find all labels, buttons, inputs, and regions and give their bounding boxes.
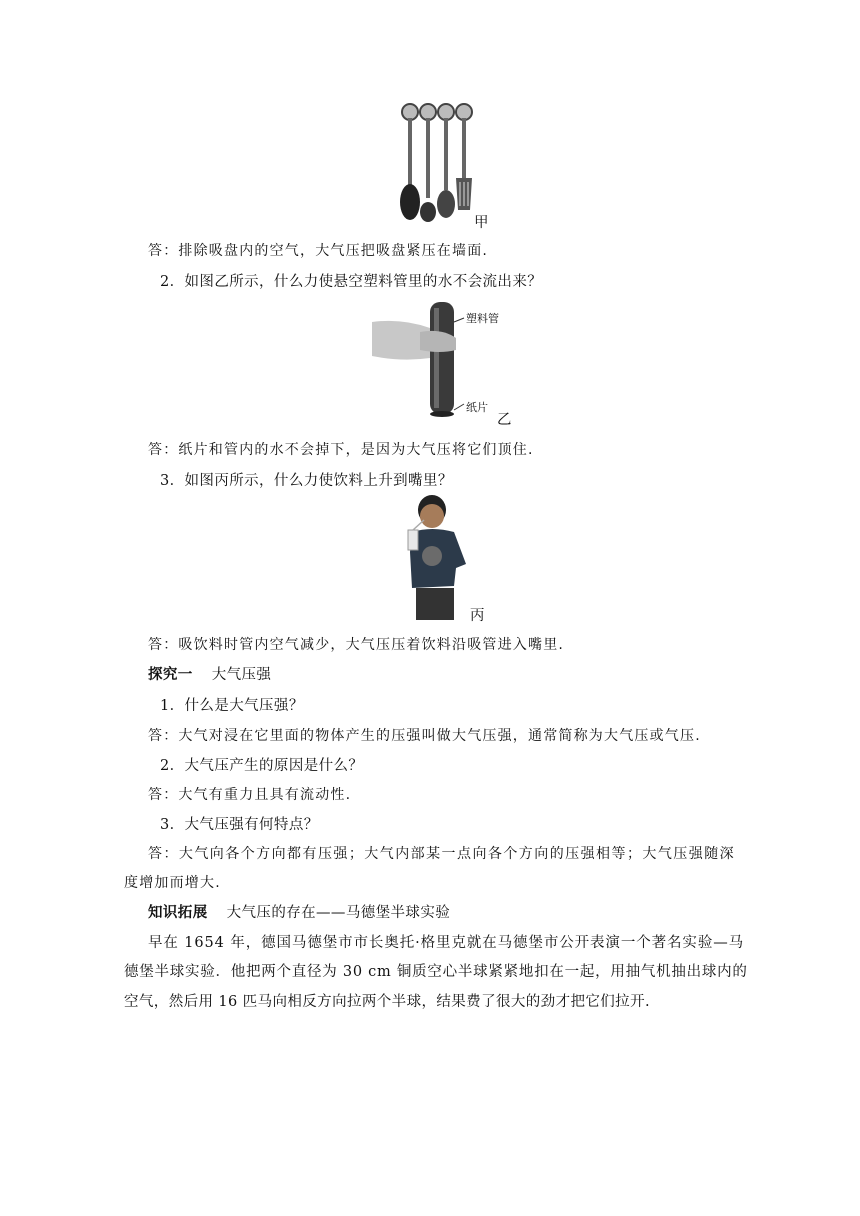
answer-1: 答：排除吸盘内的空气，大气压把吸盘紧压在墙面. <box>148 243 489 259</box>
extension-heading: 知识拓展 <box>148 905 208 921</box>
extension-paragraph-line-2: 德堡半球实验．他把两个直径为 30 cm 铜质空心半球紧紧地扣在一起，用抽气机抽出球内的 <box>124 964 748 980</box>
answer-2: 答：纸片和管内的水不会掉下，是因为大气压将它们顶住. <box>148 442 534 458</box>
figure-jia-label: 甲 <box>474 215 489 231</box>
figure-bing-label: 丙 <box>470 608 485 624</box>
figure-jia-utensils-image <box>396 100 480 230</box>
tube-label: 塑料管 <box>466 312 499 325</box>
explore-answer-2: 答：大气有重力且具有流动性. <box>148 787 352 803</box>
explore-heading: 探究一 <box>148 667 193 683</box>
explore-title: 大气压强 <box>211 667 272 683</box>
answer-3: 答：吸饮料时管内空气减少，大气压压着饮料沿吸管进入嘴里. <box>148 637 565 653</box>
explore-question-1: 1．什么是大气压强？ <box>160 698 304 714</box>
extension-paragraph-line-3: 空气，然后用 16 匹马向相反方向拉两个半球，结果费了很大的劲才把它们拉开. <box>124 994 650 1010</box>
explore-heading-row <box>148 663 271 684</box>
explore-question-3: 3．大气压强有何特点？ <box>160 817 319 833</box>
explore-answer-3-line-2: 度增加而增大. <box>124 875 221 891</box>
extension-title: 大气压的存在——马德堡半球实验 <box>226 905 451 921</box>
extension-paragraph-line-1: 早在 1654 年，德国马德堡市市长奥托·格里克就在马德堡市公开表演一个著名实验—马 <box>148 935 745 951</box>
question-3: 3．如图丙所示，什么力使饮料上升到嘴里？ <box>160 473 453 489</box>
figure-yi-label: 乙 <box>497 412 512 428</box>
paper-label: 纸片 <box>466 401 488 414</box>
explore-answer-3-line-1: 答：大气向各个方向都有压强；大气内部某一点向各个方向的压强相等；大气压强随深 <box>148 846 736 862</box>
explore-answer-1: 答：大气对浸在它里面的物体产生的压强叫做大气压强，通常简称为大气压或气压. <box>148 728 701 744</box>
explore-question-2: 2．大气压产生的原因是什么？ <box>160 758 364 774</box>
figure-bing-boy-image <box>398 494 472 620</box>
question-2: 2．如图乙所示，什么力使悬空塑料管里的水不会流出来？ <box>160 274 543 290</box>
extension-heading-row <box>148 901 450 922</box>
